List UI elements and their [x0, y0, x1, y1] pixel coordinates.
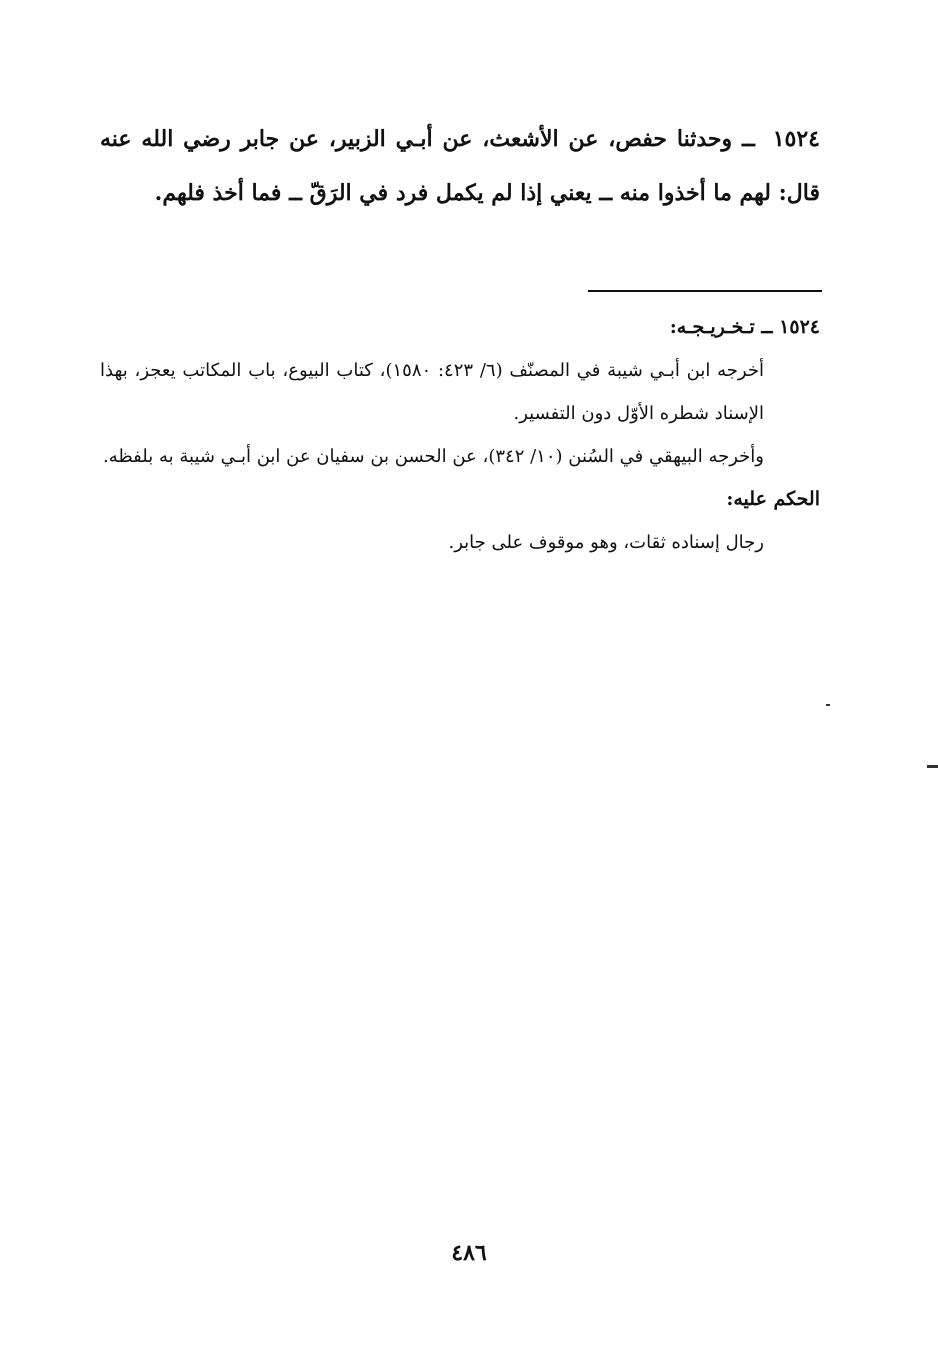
footnotes-section	[100, 306, 820, 564]
hadith-number: ١٥٢٤	[772, 126, 820, 152]
footnote-heading: ١٥٢٤ ــ تـخـريـجـه:	[669, 316, 820, 338]
footnote-paragraph: وأخرجه البيهقي في السُنن (١٠/ ٣٤٢)، عن الحسن بن سفيان عن ابن أبـي شيبة به بلفظه.	[103, 446, 764, 467]
hadith-paragraph	[100, 112, 820, 220]
page-number: ٤٨٦	[451, 1240, 487, 1266]
hadith-text: ــ وحدثنا حفص، عن الأشعث، عن أبـي الزبير، عن جابر رضي الله عنه قال: لهم ما أخذوا منه ــ يعني إذا لم يكمل فرد في الرَقّ ــ فما أخذ فلهم.	[100, 126, 820, 206]
scan-speck	[927, 765, 938, 768]
ruling-text: رجال إسناده ثقات، وهو موقوف على جابر.	[448, 532, 764, 553]
scan-speck	[826, 704, 830, 706]
footnote-divider	[588, 290, 822, 292]
ruling-title: الحكم عليه:	[726, 488, 820, 510]
footnote-paragraph: أخرجه ابن أبـي شيبة في المصنّف (٦/ ٤٢٣: ١٥٨٠)، كتاب البيوع، باب المكاتب يعجز، بهذا الإسناد شطره الأوّل دون التفسير.	[100, 360, 764, 424]
